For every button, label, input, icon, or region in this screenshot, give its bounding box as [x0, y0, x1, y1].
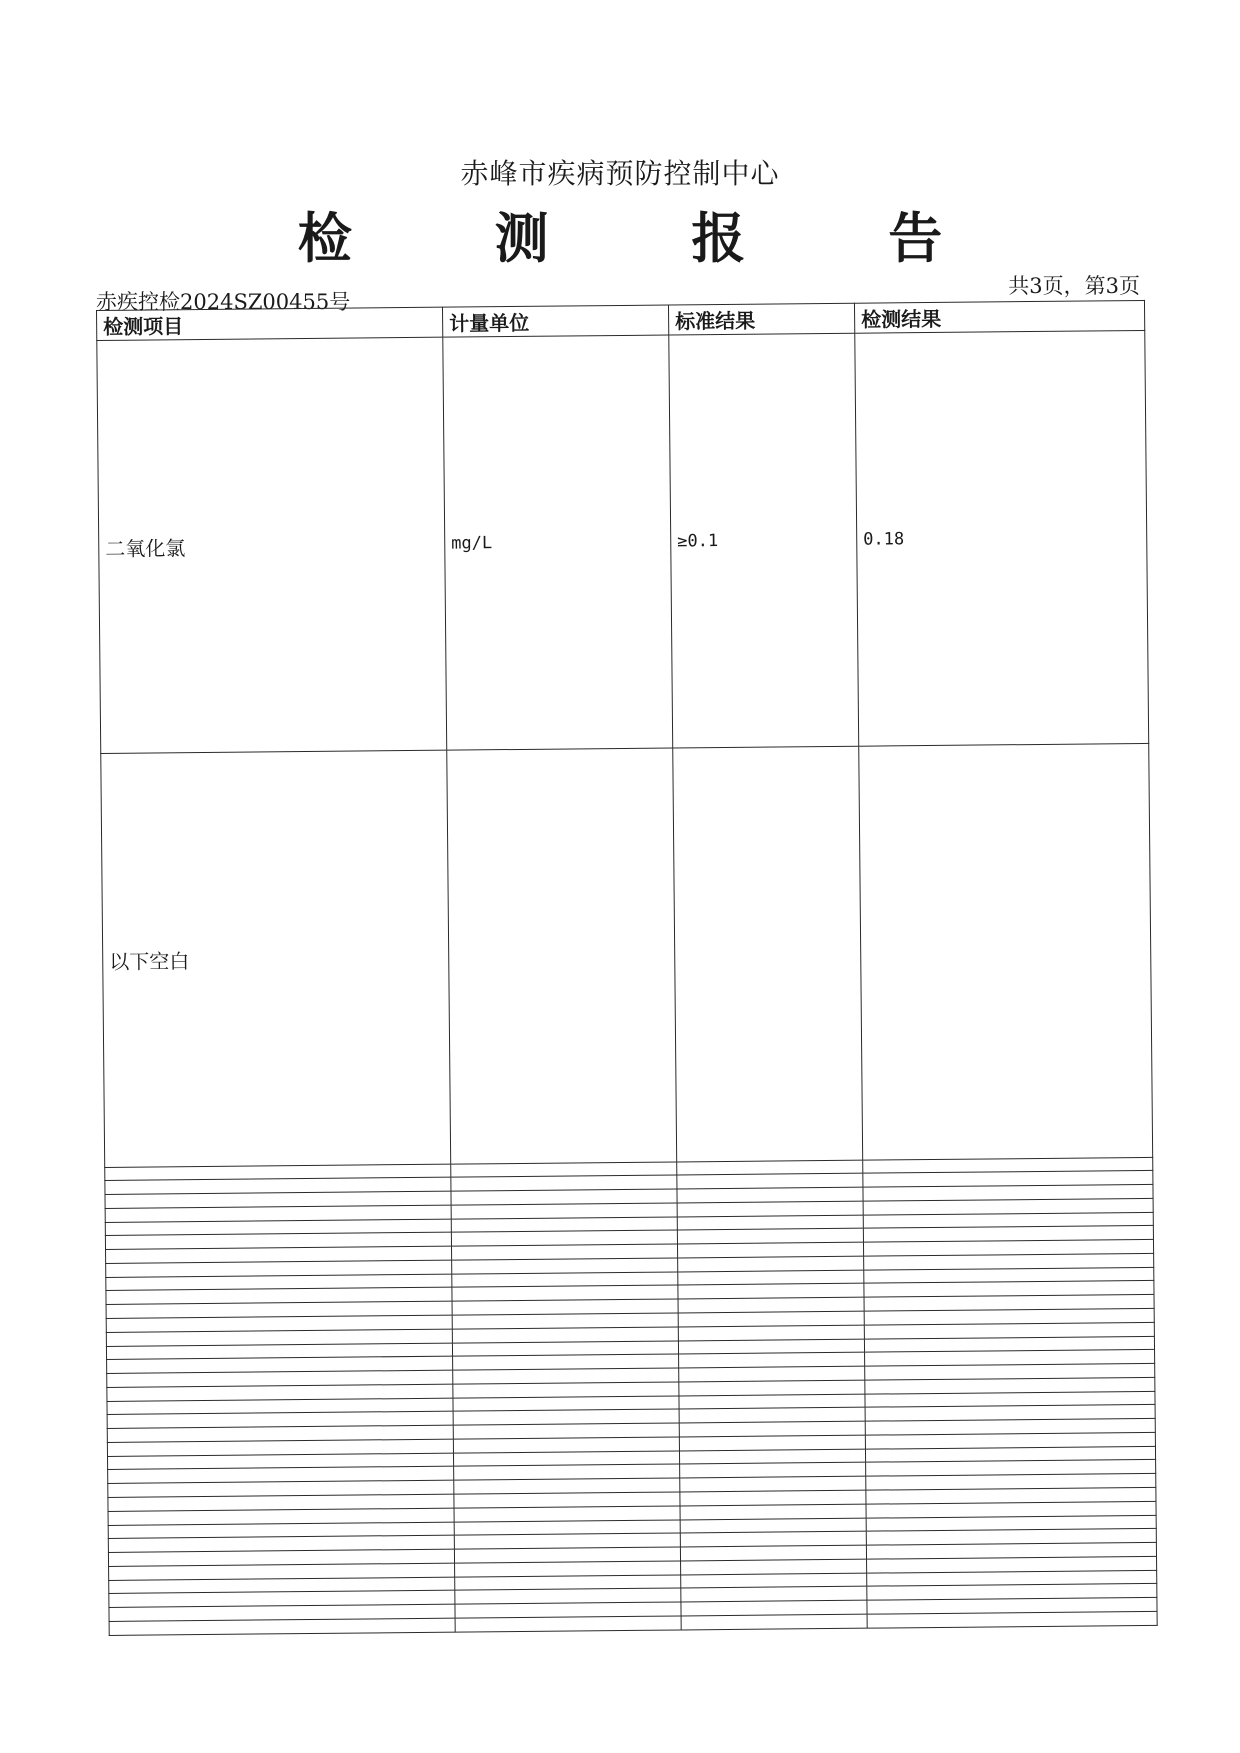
report-number: 赤疾控检2024SZ00455号 — [96, 290, 351, 314]
column-header-unit: 计量单位 — [442, 305, 668, 337]
table-body — [97, 330, 1157, 1635]
empty-cell — [455, 1616, 681, 1632]
cell-standard — [673, 746, 863, 1161]
column-header-result: 检测结果 — [854, 300, 1144, 333]
cell-item: 以下空白 — [101, 750, 451, 1167]
cell-item: 二氧化氯 — [97, 337, 447, 754]
empty-cell — [109, 1618, 455, 1635]
empty-cell — [867, 1611, 1157, 1628]
cell-result — [859, 744, 1153, 1160]
cell-standard: ≥0.1 — [669, 333, 859, 748]
report-title: 检 测 报 告 — [297, 206, 1005, 270]
empty-cell — [681, 1614, 867, 1630]
table-row — [97, 330, 1149, 753]
column-header-standard: 标准结果 — [668, 303, 854, 335]
page-info: 共3页，第3页 — [1008, 274, 1140, 298]
results-table — [96, 300, 1158, 1636]
table-row — [101, 744, 1153, 1167]
cell-unit: mg/L — [443, 335, 673, 750]
column-header-item: 检测项目 — [97, 307, 443, 340]
cell-unit — [447, 748, 677, 1163]
organization-name: 赤峰市疾病预防控制中心 — [460, 157, 780, 190]
cell-result: 0.18 — [855, 330, 1149, 746]
